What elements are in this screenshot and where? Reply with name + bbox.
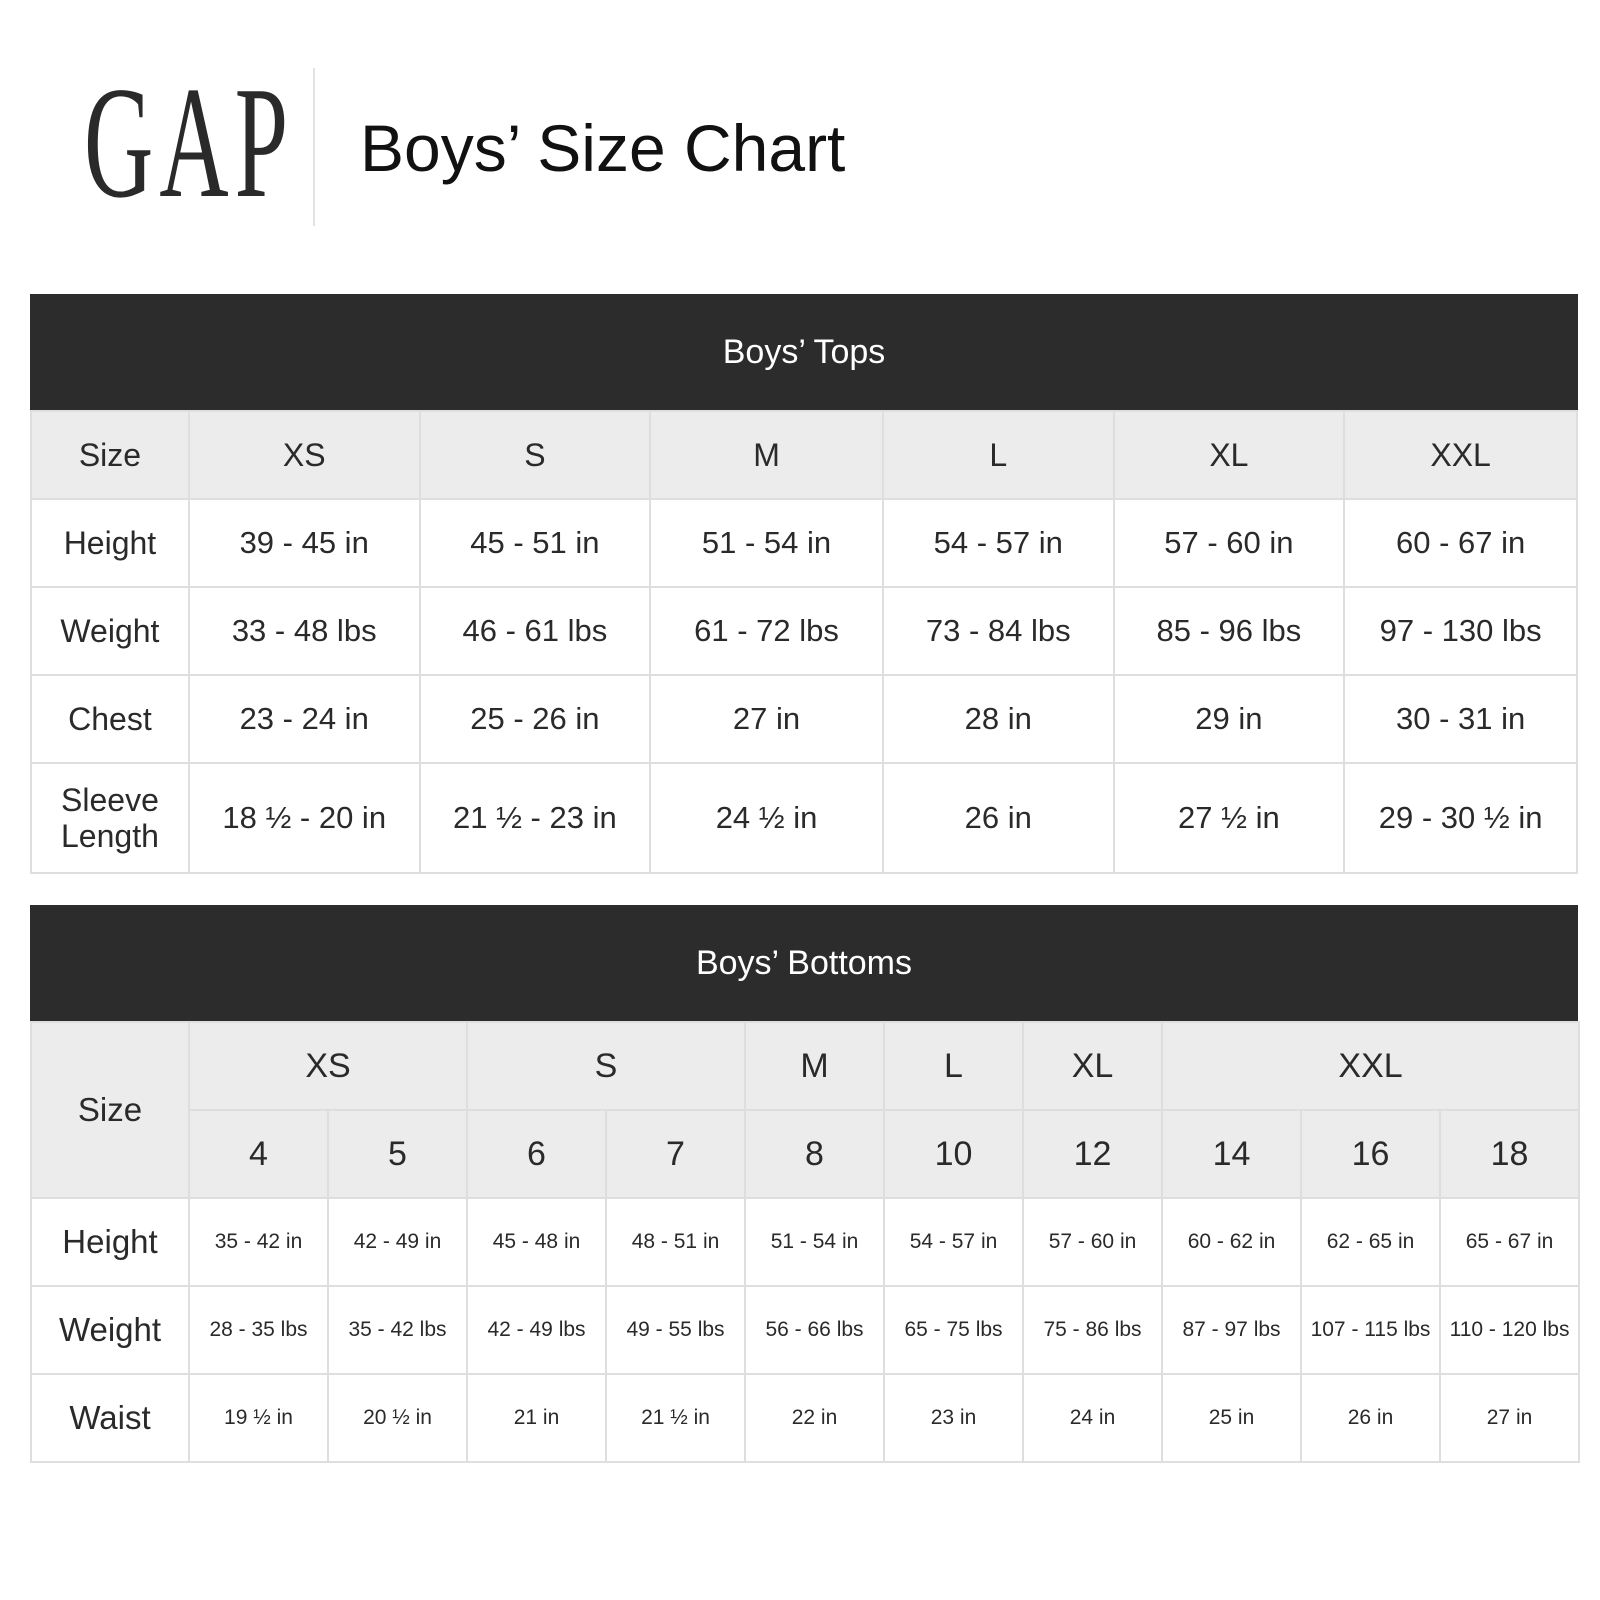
table-cell: 24 ½ in [650, 763, 883, 873]
table-cell: 39 - 45 in [189, 499, 420, 587]
table-cell: 85 - 96 lbs [1114, 587, 1345, 675]
tops-chest-row [31, 675, 1577, 763]
table-cell: 30 - 31 in [1344, 675, 1577, 763]
table-cell: 20 ½ in [328, 1374, 467, 1462]
row-label: Height [31, 1198, 189, 1286]
table-cell: 62 - 65 in [1301, 1198, 1440, 1286]
table-cell: 56 - 66 lbs [745, 1286, 884, 1374]
table-cell: 21 ½ - 23 in [420, 763, 651, 873]
size-header: XL [1114, 411, 1345, 499]
table-cell: 35 - 42 in [189, 1198, 328, 1286]
tops-table [30, 410, 1578, 874]
table-cell: 18 ½ - 20 in [189, 763, 420, 873]
table-cell: 23 - 24 in [189, 675, 420, 763]
table-cell: 57 - 60 in [1114, 499, 1345, 587]
table-cell: 35 - 42 lbs [328, 1286, 467, 1374]
table-cell: 45 - 48 in [467, 1198, 606, 1286]
bottoms-table [30, 1021, 1580, 1463]
size-group-header: S [467, 1022, 745, 1110]
size-header: S [420, 411, 651, 499]
table-cell: 107 - 115 lbs [1301, 1286, 1440, 1374]
size-header: L [883, 411, 1114, 499]
table-cell: 57 - 60 in [1023, 1198, 1162, 1286]
table-cell: 25 - 26 in [420, 675, 651, 763]
table-cell: 60 - 62 in [1162, 1198, 1301, 1286]
tops-weight-row [31, 587, 1577, 675]
row-label: Waist [31, 1374, 189, 1462]
table-cell: 54 - 57 in [884, 1198, 1023, 1286]
row-label-line: Sleeve [61, 782, 159, 818]
bottoms-waist-row [31, 1374, 1579, 1462]
tops-size-row [31, 411, 1577, 499]
table-cell: 29 in [1114, 675, 1345, 763]
table-cell: 19 ½ in [189, 1374, 328, 1462]
table-cell: 60 - 67 in [1344, 499, 1577, 587]
table-cell: 48 - 51 in [606, 1198, 745, 1286]
size-group-header: XS [189, 1022, 467, 1110]
tops-size-table [30, 294, 1578, 874]
table-cell: 28 - 35 lbs [189, 1286, 328, 1374]
table-cell: 27 in [650, 675, 883, 763]
numeric-size-header: 16 [1301, 1110, 1440, 1198]
bottoms-height-row [31, 1198, 1579, 1286]
table-cell: 28 in [883, 675, 1114, 763]
numeric-size-header: 7 [606, 1110, 745, 1198]
size-label: Size [31, 411, 189, 499]
row-label: Weight [31, 587, 189, 675]
header-divider [313, 68, 315, 226]
numeric-size-header: 18 [1440, 1110, 1579, 1198]
table-cell: 25 in [1162, 1374, 1301, 1462]
size-group-header: XXL [1162, 1022, 1579, 1110]
page-title: Boys’ Size Chart [360, 111, 846, 185]
row-label: Height [31, 499, 189, 587]
table-cell: 51 - 54 in [745, 1198, 884, 1286]
size-label: Size [31, 1022, 189, 1198]
table-cell: 46 - 61 lbs [420, 587, 651, 675]
size-header: XXL [1344, 411, 1577, 499]
table-cell: 65 - 75 lbs [884, 1286, 1023, 1374]
gap-logo: GAP [84, 53, 295, 231]
bottoms-table-header: Boys’ Bottoms [30, 905, 1578, 1021]
table-cell: 65 - 67 in [1440, 1198, 1579, 1286]
table-cell: 61 - 72 lbs [650, 587, 883, 675]
tops-table-header: Boys’ Tops [30, 294, 1578, 410]
row-label: Chest [31, 675, 189, 763]
table-cell: 29 - 30 ½ in [1344, 763, 1577, 873]
table-cell: 22 in [745, 1374, 884, 1462]
size-header: XS [189, 411, 420, 499]
table-cell: 27 ½ in [1114, 763, 1345, 873]
table-cell: 21 in [467, 1374, 606, 1462]
tops-sleeve-length-row [31, 763, 1577, 873]
row-label [31, 763, 189, 873]
table-cell: 26 in [1301, 1374, 1440, 1462]
table-cell: 110 - 120 lbs [1440, 1286, 1579, 1374]
table-cell: 54 - 57 in [883, 499, 1114, 587]
table-cell: 45 - 51 in [420, 499, 651, 587]
table-cell: 26 in [883, 763, 1114, 873]
size-header: M [650, 411, 883, 499]
numeric-size-header: 5 [328, 1110, 467, 1198]
bottoms-numeric-size-row [31, 1110, 1579, 1198]
table-cell: 49 - 55 lbs [606, 1286, 745, 1374]
row-label-line: Length [61, 818, 159, 854]
table-cell: 24 in [1023, 1374, 1162, 1462]
size-group-header: L [884, 1022, 1023, 1110]
bottoms-size-group-row [31, 1022, 1579, 1110]
numeric-size-header: 10 [884, 1110, 1023, 1198]
size-group-header: M [745, 1022, 884, 1110]
table-cell: 51 - 54 in [650, 499, 883, 587]
numeric-size-header: 6 [467, 1110, 606, 1198]
numeric-size-header: 14 [1162, 1110, 1301, 1198]
bottoms-weight-row [31, 1286, 1579, 1374]
table-cell: 42 - 49 in [328, 1198, 467, 1286]
numeric-size-header: 12 [1023, 1110, 1162, 1198]
numeric-size-header: 8 [745, 1110, 884, 1198]
table-cell: 73 - 84 lbs [883, 587, 1114, 675]
table-cell: 97 - 130 lbs [1344, 587, 1577, 675]
table-cell: 75 - 86 lbs [1023, 1286, 1162, 1374]
table-cell: 42 - 49 lbs [467, 1286, 606, 1374]
table-cell: 21 ½ in [606, 1374, 745, 1462]
table-cell: 33 - 48 lbs [189, 587, 420, 675]
table-cell: 27 in [1440, 1374, 1579, 1462]
size-group-header: XL [1023, 1022, 1162, 1110]
bottoms-size-table [30, 905, 1578, 1463]
table-cell: 23 in [884, 1374, 1023, 1462]
numeric-size-header: 4 [189, 1110, 328, 1198]
row-label: Weight [31, 1286, 189, 1374]
table-cell: 87 - 97 lbs [1162, 1286, 1301, 1374]
tops-height-row [31, 499, 1577, 587]
